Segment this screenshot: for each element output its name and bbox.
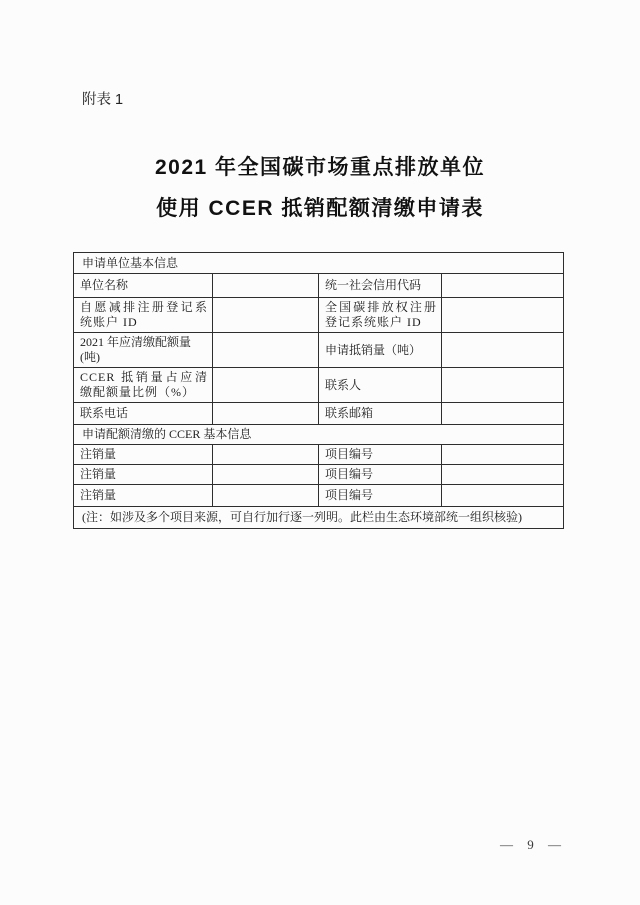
document-title bbox=[0, 147, 640, 229]
carbon-registry-account-value bbox=[442, 298, 564, 333]
contact-email-label: 联系邮箱 bbox=[319, 403, 442, 425]
carbon-registry-account-label: 全国碳排放权注册登记系统账户 ID bbox=[319, 298, 442, 333]
credit-code-value bbox=[442, 274, 564, 298]
project-number-value bbox=[442, 485, 564, 507]
table-row bbox=[74, 274, 564, 298]
document-title-line2: 使用 CCER 抵销配额清缴申请表 bbox=[156, 197, 484, 220]
credit-code-label: 统一社会信用代码 bbox=[319, 274, 442, 298]
cancellation-amount-value bbox=[213, 465, 319, 485]
document-title-line1: 2021 年全国碳市场重点排放单位 bbox=[154, 156, 486, 179]
cancellation-amount-value bbox=[213, 485, 319, 507]
quota-due-value bbox=[213, 333, 319, 368]
contact-person-label: 联系人 bbox=[319, 368, 442, 403]
ccer-registry-account-value bbox=[213, 298, 319, 333]
cancellation-amount-value bbox=[213, 445, 319, 465]
project-number-value bbox=[442, 445, 564, 465]
project-number-label: 项目编号 bbox=[319, 485, 442, 507]
contact-phone-value bbox=[213, 403, 319, 425]
section2-header: 申请配额清缴的 CCER 基本信息 bbox=[74, 425, 564, 445]
offset-ratio-value bbox=[213, 368, 319, 403]
cancellation-amount-label: 注销量 bbox=[74, 485, 213, 507]
section1-header: 申请单位基本信息 bbox=[74, 253, 564, 274]
page-number: — 9 — bbox=[500, 837, 562, 852]
contact-person-value bbox=[442, 368, 564, 403]
project-number-label: 项目编号 bbox=[319, 445, 442, 465]
table-row bbox=[74, 368, 564, 403]
cancellation-amount-label: 注销量 bbox=[74, 445, 213, 465]
note-row bbox=[74, 507, 564, 529]
cancellation-amount-label: 注销量 bbox=[74, 465, 213, 485]
project-number-label: 项目编号 bbox=[319, 465, 442, 485]
project-number-value bbox=[442, 465, 564, 485]
ccer-registry-account-label: 自愿减排注册登记系统账户 ID bbox=[74, 298, 213, 333]
section1-header-row bbox=[74, 253, 564, 274]
unit-name-label: 单位名称 bbox=[74, 274, 213, 298]
application-form-table bbox=[73, 252, 564, 529]
table-row bbox=[74, 465, 564, 485]
unit-name-value bbox=[213, 274, 319, 298]
offset-amount-value bbox=[442, 333, 564, 368]
table-note: (注：如涉及多个项目来源，可自行加行逐一列明。此栏由生态环境部统一组织核验) bbox=[74, 507, 564, 529]
offset-amount-label: 申请抵销量（吨） bbox=[319, 333, 442, 368]
offset-ratio-label: CCER 抵销量占应清缴配额量比例（%） bbox=[74, 368, 213, 403]
table-row bbox=[74, 445, 564, 465]
section2-header-row bbox=[74, 425, 564, 445]
annex-label: 附表 1 bbox=[82, 92, 124, 108]
table-row bbox=[74, 298, 564, 333]
table-row bbox=[74, 485, 564, 507]
contact-email-value bbox=[442, 403, 564, 425]
table-row bbox=[74, 333, 564, 368]
table-row bbox=[74, 403, 564, 425]
contact-phone-label: 联系电话 bbox=[74, 403, 213, 425]
quota-due-label: 2021 年应清缴配额量(吨) bbox=[74, 333, 213, 368]
